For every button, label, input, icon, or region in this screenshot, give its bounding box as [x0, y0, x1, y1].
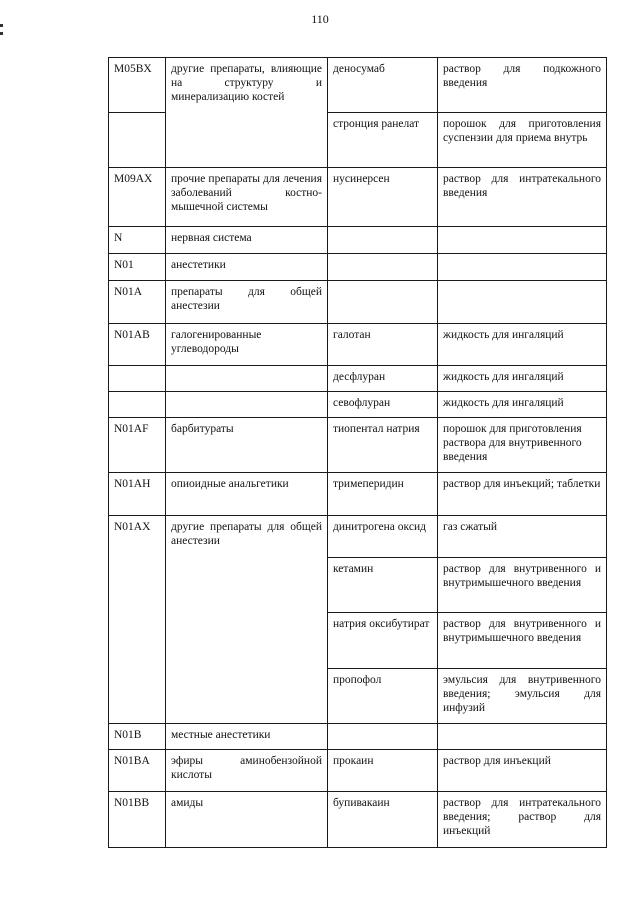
atc-classification-table: [108, 57, 607, 848]
drug-group-cell: препараты для общей анестезии: [166, 281, 328, 324]
drug-group-cell: опиоидные анальгетики: [166, 473, 328, 516]
drug-name-cell: [328, 227, 438, 254]
drug-name-cell: севофлуран: [328, 392, 438, 418]
drug-group-cell: барбитураты: [166, 418, 328, 473]
dosage-form-cell: жидкость для ингаляций: [438, 392, 607, 418]
atc-code-cell: N01BB: [109, 792, 166, 848]
table-row: [109, 473, 607, 516]
drug-group-cell: нервная система: [166, 227, 328, 254]
dosage-form-cell: [438, 281, 607, 324]
drug-name-cell: динитрогена оксид: [328, 516, 438, 558]
drug-name-cell: деносумаб: [328, 58, 438, 113]
dosage-form-cell: раствор для инъекций; таблетки: [438, 473, 607, 516]
dosage-form-cell: [438, 254, 607, 281]
table-row: [109, 366, 607, 392]
drug-group-cell: анестетики: [166, 254, 328, 281]
table-row: [109, 168, 607, 227]
atc-code-cell: N01AF: [109, 418, 166, 473]
drug-group-cell: прочие препараты для лечения заболеваний костно-мышечной системы: [166, 168, 328, 227]
drug-group-cell: [166, 392, 328, 418]
drug-name-cell: пропофол: [328, 669, 438, 724]
drug-group-cell: другие препараты для общей анестезии: [166, 516, 328, 724]
dosage-form-cell: жидкость для ингаляций: [438, 366, 607, 392]
atc-code-cell: N01AH: [109, 473, 166, 516]
dosage-form-cell: порошок для приготовления суспензии для приема внутрь: [438, 113, 607, 168]
atc-code-cell: N01A: [109, 281, 166, 324]
table-row: [109, 792, 607, 848]
dosage-form-cell: раствор для подкожного введения: [438, 58, 607, 113]
atc-code-cell: N01AB: [109, 324, 166, 366]
table-row: [109, 227, 607, 254]
atc-code-cell: M09AX: [109, 168, 166, 227]
drug-name-cell: прокаин: [328, 750, 438, 792]
drug-group-cell: эфиры аминобензойной кислоты: [166, 750, 328, 792]
table-row: [109, 750, 607, 792]
drug-group-cell: [166, 366, 328, 392]
dosage-form-cell: эмульсия для внутривенного введения; эмульсия для инфузий: [438, 669, 607, 724]
dosage-form-cell: раствор для внутривенного и внутримышечного введения: [438, 613, 607, 669]
table-row: [109, 392, 607, 418]
drug-name-cell: [328, 254, 438, 281]
drug-name-cell: стронция ранелат: [328, 113, 438, 168]
dosage-form-cell: жидкость для ингаляций: [438, 324, 607, 366]
drug-group-cell: местные анестетики: [166, 724, 328, 750]
table-row: [109, 281, 607, 324]
dosage-form-cell: раствор для интратекального введения: [438, 168, 607, 227]
drug-name-cell: нусинерсен: [328, 168, 438, 227]
drug-name-cell: тримеперидин: [328, 473, 438, 516]
atc-code-cell: N: [109, 227, 166, 254]
table-row: [109, 418, 607, 473]
dosage-form-cell: порошок для приготовления раствора для внутривенного введения: [438, 418, 607, 473]
dosage-form-cell: [438, 724, 607, 750]
drug-name-cell: десфлуран: [328, 366, 438, 392]
atc-code-cell: [109, 366, 166, 392]
atc-code-cell: N01: [109, 254, 166, 281]
drug-name-cell: кетамин: [328, 558, 438, 613]
atc-code-cell: N01BA: [109, 750, 166, 792]
dosage-form-cell: [438, 227, 607, 254]
drug-group-cell: другие препараты, влияющие на структуру и минерализацию костей: [166, 58, 328, 168]
page-number: 110: [311, 12, 329, 26]
atc-code-cell: N01B: [109, 724, 166, 750]
drug-name-cell: бупивакаин: [328, 792, 438, 848]
dosage-form-cell: газ сжатый: [438, 516, 607, 558]
scan-edge-mark: [0, 24, 3, 27]
drug-name-cell: галотан: [328, 324, 438, 366]
scan-edge-mark: [0, 32, 3, 35]
table-row: [109, 58, 607, 113]
table-row: [109, 516, 607, 558]
atc-code-cell: [109, 392, 166, 418]
table-row: [109, 724, 607, 750]
dosage-form-cell: раствор для внутривенного и внутримышечного введения: [438, 558, 607, 613]
drug-name-cell: [328, 281, 438, 324]
table-row: [109, 254, 607, 281]
dosage-form-cell: раствор для интратекального введения; раствор для инъекций: [438, 792, 607, 848]
atc-code-cell: [109, 113, 166, 168]
drug-group-cell: амиды: [166, 792, 328, 848]
drug-name-cell: [328, 724, 438, 750]
drug-name-cell: тиопентал натрия: [328, 418, 438, 473]
drug-name-cell: натрия оксибутират: [328, 613, 438, 669]
drug-group-cell: галогенированные углеводороды: [166, 324, 328, 366]
atc-code-cell: M05BX: [109, 58, 166, 113]
atc-code-cell: N01AX: [109, 516, 166, 724]
dosage-form-cell: раствор для инъекций: [438, 750, 607, 792]
table-row: [109, 324, 607, 366]
